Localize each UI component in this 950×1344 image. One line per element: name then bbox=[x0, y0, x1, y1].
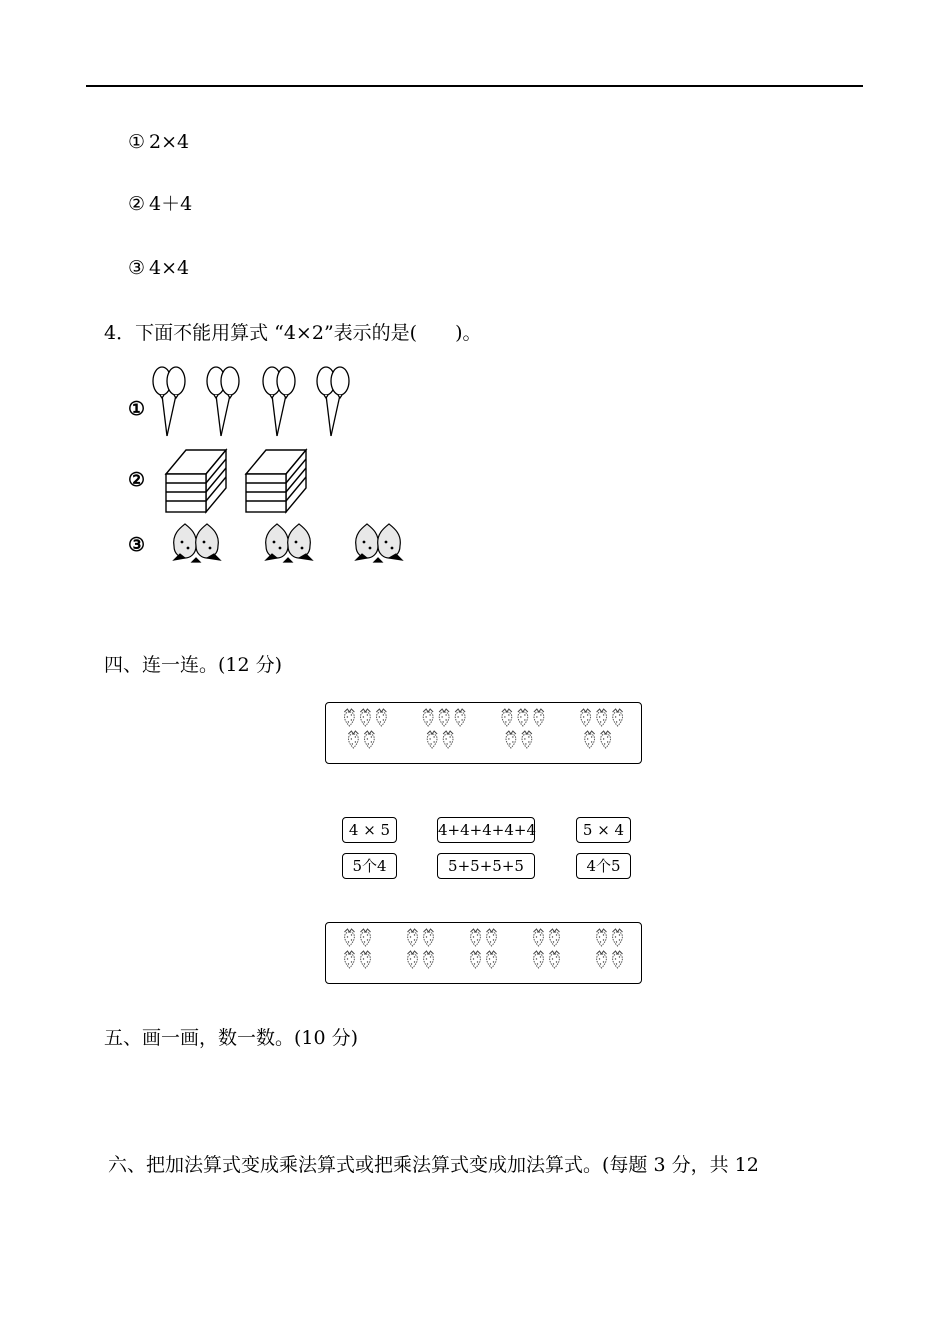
strawberry-icon bbox=[487, 929, 497, 946]
strawberry-icon bbox=[443, 731, 453, 748]
strawberry-icon bbox=[423, 709, 433, 726]
option-mark: ① bbox=[128, 131, 146, 153]
strawberry-icon bbox=[376, 709, 386, 726]
strawberry-icon bbox=[361, 929, 371, 946]
match-chip-4-fives[interactable]: 4个5 bbox=[576, 853, 631, 879]
strawberry-icon bbox=[534, 709, 544, 726]
strawberry-icon bbox=[408, 929, 418, 946]
option-text: 2×4 bbox=[149, 131, 190, 153]
strawberry-icon bbox=[408, 951, 418, 968]
strawberry-group bbox=[502, 709, 544, 748]
section-6-title: 六、把加法算式变成乘法算式或把乘法算式变成加法算式。(每题 3 分，共 12 bbox=[108, 1154, 759, 1176]
option-mark: ③ bbox=[128, 257, 146, 279]
option-text: 4×4 bbox=[149, 257, 190, 279]
strawberry-icon bbox=[506, 731, 516, 748]
strawberry-icon bbox=[597, 951, 607, 968]
strawberry-group bbox=[344, 709, 386, 748]
strawberry-group bbox=[581, 709, 623, 748]
strawberry-icon bbox=[585, 731, 595, 748]
strawberry-icon bbox=[360, 709, 370, 726]
picture-mark-1: ① bbox=[128, 398, 146, 420]
strawberry-group bbox=[408, 929, 434, 968]
strawberry-groups-bottom bbox=[326, 923, 641, 983]
strawberry-group bbox=[597, 929, 623, 968]
option-1 bbox=[128, 130, 189, 154]
strawberry-icon bbox=[534, 951, 544, 968]
strawberry-icon bbox=[424, 951, 434, 968]
strawberry-icon bbox=[345, 951, 355, 968]
strawberry-icon bbox=[581, 709, 591, 726]
strawberry-icon bbox=[364, 731, 374, 748]
strawberry-icon bbox=[550, 951, 560, 968]
strawberry-icon bbox=[455, 709, 465, 726]
balloon-pair-icon bbox=[150, 364, 370, 440]
strawberry-icon bbox=[348, 731, 358, 748]
strawberry-icon bbox=[522, 731, 532, 748]
strawberry-icon bbox=[518, 709, 528, 726]
strawberry-icon bbox=[613, 929, 623, 946]
strawberry-icon bbox=[424, 929, 434, 946]
match-chip-5x4[interactable]: 5 × 4 bbox=[576, 817, 631, 843]
strawberry-groups-top bbox=[326, 703, 641, 763]
option-mark: ② bbox=[128, 193, 146, 215]
strawberry-icon bbox=[534, 929, 544, 946]
strawberry-icon bbox=[601, 731, 611, 748]
strawberry-icon bbox=[427, 731, 437, 748]
strawberry-group bbox=[423, 709, 465, 748]
strawberry-group bbox=[471, 929, 497, 968]
strawberry-group bbox=[534, 929, 560, 968]
strawberry-icon bbox=[550, 929, 560, 946]
strawberry-icon bbox=[471, 951, 481, 968]
match-chip-4x5[interactable]: 4 × 5 bbox=[342, 817, 397, 843]
option-2 bbox=[128, 192, 192, 216]
fruit-box-bottom bbox=[325, 922, 642, 984]
strawberry-icon bbox=[613, 951, 623, 968]
strawberry-icon bbox=[613, 709, 623, 726]
strawberry-icon bbox=[487, 951, 497, 968]
strawberry-icon bbox=[344, 709, 354, 726]
strawberry-icon bbox=[439, 709, 449, 726]
strawberry-group bbox=[345, 929, 371, 968]
book-stack-icon bbox=[164, 446, 314, 516]
picture-mark-3: ③ bbox=[128, 534, 146, 556]
fruit-box-top bbox=[325, 702, 642, 764]
option-text: 4＋4 bbox=[149, 193, 193, 215]
picture-mark-2: ② bbox=[128, 469, 146, 491]
strawberry-icon bbox=[471, 929, 481, 946]
section-4-title: 四、连一连。(12 分) bbox=[104, 654, 283, 676]
strawberry-icon bbox=[597, 929, 607, 946]
match-chip-5-sum[interactable]: 5+5+5+5 bbox=[437, 853, 535, 879]
peach-pair-icon bbox=[170, 522, 420, 564]
strawberry-icon bbox=[345, 929, 355, 946]
question-text: 下面不能用算式 “4×2”表示的是( )。 bbox=[135, 322, 482, 344]
section-5-title: 五、画一画，数一数。(10 分) bbox=[104, 1027, 359, 1049]
strawberry-icon bbox=[502, 709, 512, 726]
strawberry-icon bbox=[361, 951, 371, 968]
question-4 bbox=[104, 321, 481, 345]
top-divider bbox=[86, 85, 863, 87]
match-chip-5-fours[interactable]: 5个4 bbox=[342, 853, 397, 879]
question-number: 4． bbox=[104, 322, 136, 344]
option-3 bbox=[128, 256, 189, 280]
strawberry-icon bbox=[597, 709, 607, 726]
match-chip-4-sum[interactable]: 4+4+4+4+4 bbox=[437, 817, 535, 843]
